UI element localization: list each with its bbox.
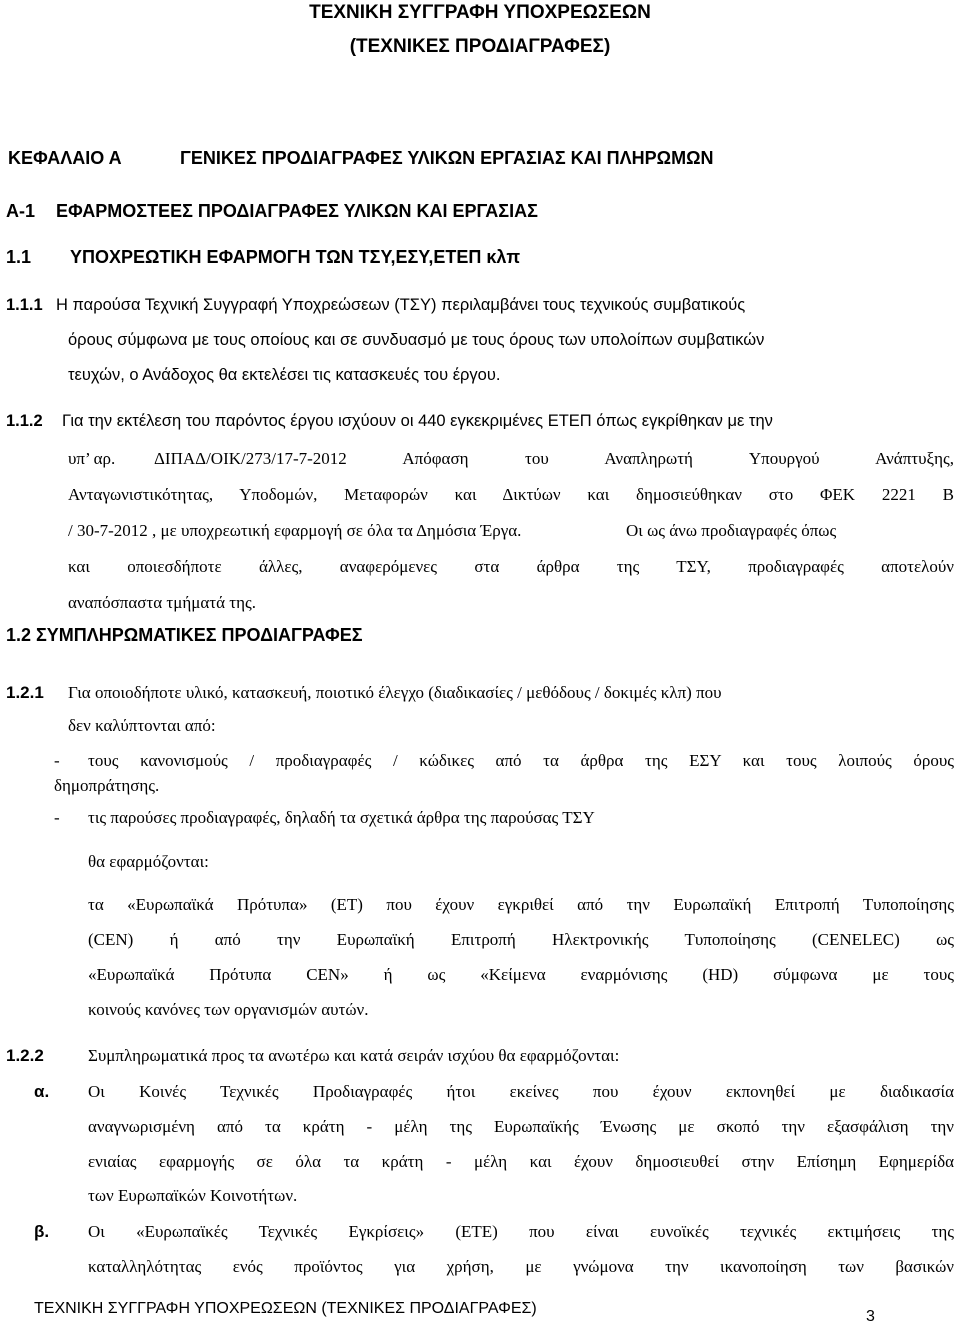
paragraph-line: αναπόσπαστα τμήματά της. bbox=[68, 593, 256, 612]
paragraph-number: 1.2.2 bbox=[6, 1046, 44, 1065]
chapter-label: ΚΕΦΑΛΑΙΟ Α bbox=[8, 148, 122, 168]
paragraph-line: Για την εκτέλεση του παρόντος έργου ισχύουν οι 440 εγκεκριμένες ΕΤΕΠ όπως εγκρίθηκαν με την bbox=[62, 412, 773, 430]
bullet-line: δημοπράτησης. bbox=[54, 776, 160, 795]
section-1-1-title: ΥΠΟΧΡΕΩΤΙΚΗ ΕΦΑΡΜΟΓΗ ΤΩΝ ΤΣΥ,ΕΣΥ,ΕΤΕΠ κλπ bbox=[70, 247, 521, 267]
paragraph-line: τευχών, ο Ανάδοχος θα εκτελέσει τις κατασκευές του έργου. bbox=[68, 366, 501, 384]
list-item-line: των Ευρωπαϊκών Κοινοτήτων. bbox=[88, 1186, 298, 1205]
list-item-line: Οι Κοινές Τεχνικές Προδιαγραφές ήτοι εκείνες που έχουν εκπονηθεί με διαδικασία bbox=[88, 1082, 954, 1101]
document-subtitle: (ΤΕΧΝΙΚΕΣ ΠΡΟΔΙΑΓΡΑΦΕΣ) bbox=[349, 36, 611, 57]
list-marker: α. bbox=[34, 1082, 50, 1101]
section-1-2-number: 1.2 bbox=[6, 625, 32, 645]
paragraph-number: 1.1.1 bbox=[6, 296, 43, 314]
page-number: 3 bbox=[866, 1308, 875, 1325]
paragraph-line: Η παρούσα Τεχνική Συγγραφή Υποχρεώσεων (ΤΣΥ) περιλαμβάνει τους τεχνικούς συμβατικούς bbox=[56, 296, 746, 314]
chapter-title: ΓΕΝΙΚΕΣ ΠΡΟΔΙΑΓΡΑΦΕΣ ΥΛΙΚΩΝ ΕΡΓΑΣΙΑΣ ΚΑΙ ΠΛΗΡΩΜΩΝ bbox=[180, 148, 714, 168]
paragraph-number: 1.1.2 bbox=[6, 412, 43, 430]
bullet-line: τους κανονισμούς / προδιαγραφές / κώδικες από τα άρθρα της ΕΣΥ και τους λοιπούς όρους bbox=[88, 751, 954, 770]
paragraph-line: (CEN) ή από την Ευρωπαϊκή Επιτροπή Ηλεκτρονικής Τυποποίησης (CENELEC) ως bbox=[88, 930, 954, 949]
section-1-2-title: ΣΥΜΠΛΗΡΩΜΑΤΙΚΕΣ ΠΡΟΔΙΑΓΡΑΦΕΣ bbox=[36, 625, 363, 645]
paragraph-line: και οποιεσδήποτε άλλες, αναφερόμενες στα άρθρα της ΤΣΥ, προδιαγραφές αποτελούν bbox=[68, 557, 954, 576]
section-a1-title: ΕΦΑΡΜΟΣΤΕΕΣ ΠΡΟΔΙΑΓΡΑΦΕΣ ΥΛΙΚΩΝ ΚΑΙ ΕΡΓΑΣΙΑΣ bbox=[56, 201, 538, 221]
footer-text: ΤΕΧΝΙΚΗ ΣΥΓΓΡΑΦΗ ΥΠΟΧΡΕΩΣΕΩΝ (ΤΕΧΝΙΚΕΣ ΠΡΟΔΙΑΓΡΑΦΕΣ) bbox=[34, 1300, 537, 1317]
paragraph-line: Ανταγωνιστικότητας, Υποδομών, Μεταφορών και Δικτύων και δημοσιεύθηκαν στο ΦΕΚ 2221 Β bbox=[68, 485, 954, 504]
bullet-marker: - bbox=[54, 751, 60, 770]
list-item-line: Οι «Ευρωπαϊκές Τεχνικές Εγκρίσεις» (ΕΤΕ) που είναι ευνοϊκές τεχνικές εκτιμήσεις της bbox=[88, 1222, 954, 1241]
paragraph-line: ΔΙΠΑΔ/ΟΙΚ/273/17-7-2012 Απόφαση του Αναπληρωτή Υπουργού Ανάπτυξης, bbox=[154, 449, 954, 468]
paragraph-line: Οι ως άνω προδιαγραφές όπως bbox=[626, 521, 837, 540]
list-item-line: αναγνωρισμένη από τα κράτη - μέλη της Ευρωπαϊκής Ένωσης με σκοπό την εξασφάλιση την bbox=[88, 1117, 954, 1136]
paragraph-number: 1.2.1 bbox=[6, 683, 44, 702]
paragraph-line: θα εφαρμόζονται: bbox=[88, 852, 209, 871]
section-1-1-number: 1.1 bbox=[6, 247, 32, 267]
section-a1-number: Α-1 bbox=[6, 201, 36, 221]
paragraph-line: Συμπληρωματικά προς τα ανωτέρω και κατά σειράν ισχύου θα εφαρμόζονται: bbox=[88, 1046, 620, 1065]
paragraph-line: όρους σύμφωνα με τους οποίους και σε συνδυασμό με τους όρους των υπολοίπων συμβατικών bbox=[68, 331, 765, 349]
paragraph-line: / 30-7-2012 , με υποχρεωτική εφαρμογή σε όλα τα Δημόσια Έργα. bbox=[68, 521, 522, 540]
paragraph-line: δεν καλύπτονται από: bbox=[68, 716, 216, 735]
bullet-line: τις παρούσες προδιαγραφές, δηλαδή τα σχετικά άρθρα της παρούσας ΤΣΥ bbox=[88, 808, 595, 827]
list-item-line: καταλληλότητας ενός προϊόντος για χρήση, με γνώμονα την ικανοποίηση των βασικών bbox=[88, 1257, 954, 1276]
document-title: ΤΕΧΝΙΚΗ ΣΥΓΓΡΑΦΗ ΥΠΟΧΡΕΩΣΕΩΝ bbox=[309, 2, 651, 23]
list-marker: β. bbox=[34, 1222, 50, 1241]
list-item-line: ενιαίας εφαρμογής σε όλα τα κράτη - μέλη και έχουν δημοσιευθεί στην Επίσημη Εφημερίδα bbox=[88, 1152, 954, 1171]
paragraph-line: τα «Ευρωπαϊκά Πρότυπα» (ΕΤ) που έχουν εγκριθεί από την Ευρωπαϊκή Επιτροπή Τυποποίησης bbox=[88, 895, 954, 914]
paragraph-line: «Ευρωπαϊκά Πρότυπα CEN» ή ως «Κείμενα εναρμόνισης (HD) σύμφωνα με τους bbox=[88, 965, 954, 984]
paragraph-line: Για οποιοδήποτε υλικό, κατασκευή, ποιοτικό έλεγχο (διαδικασίες / μεθόδους / δοκιμές κλπ) που bbox=[68, 683, 722, 702]
bullet-marker: - bbox=[54, 808, 60, 827]
paragraph-line: κοινούς κανόνες των οργανισμών αυτών. bbox=[88, 1000, 369, 1019]
paragraph-line: υπ’ αρ. bbox=[68, 449, 116, 468]
